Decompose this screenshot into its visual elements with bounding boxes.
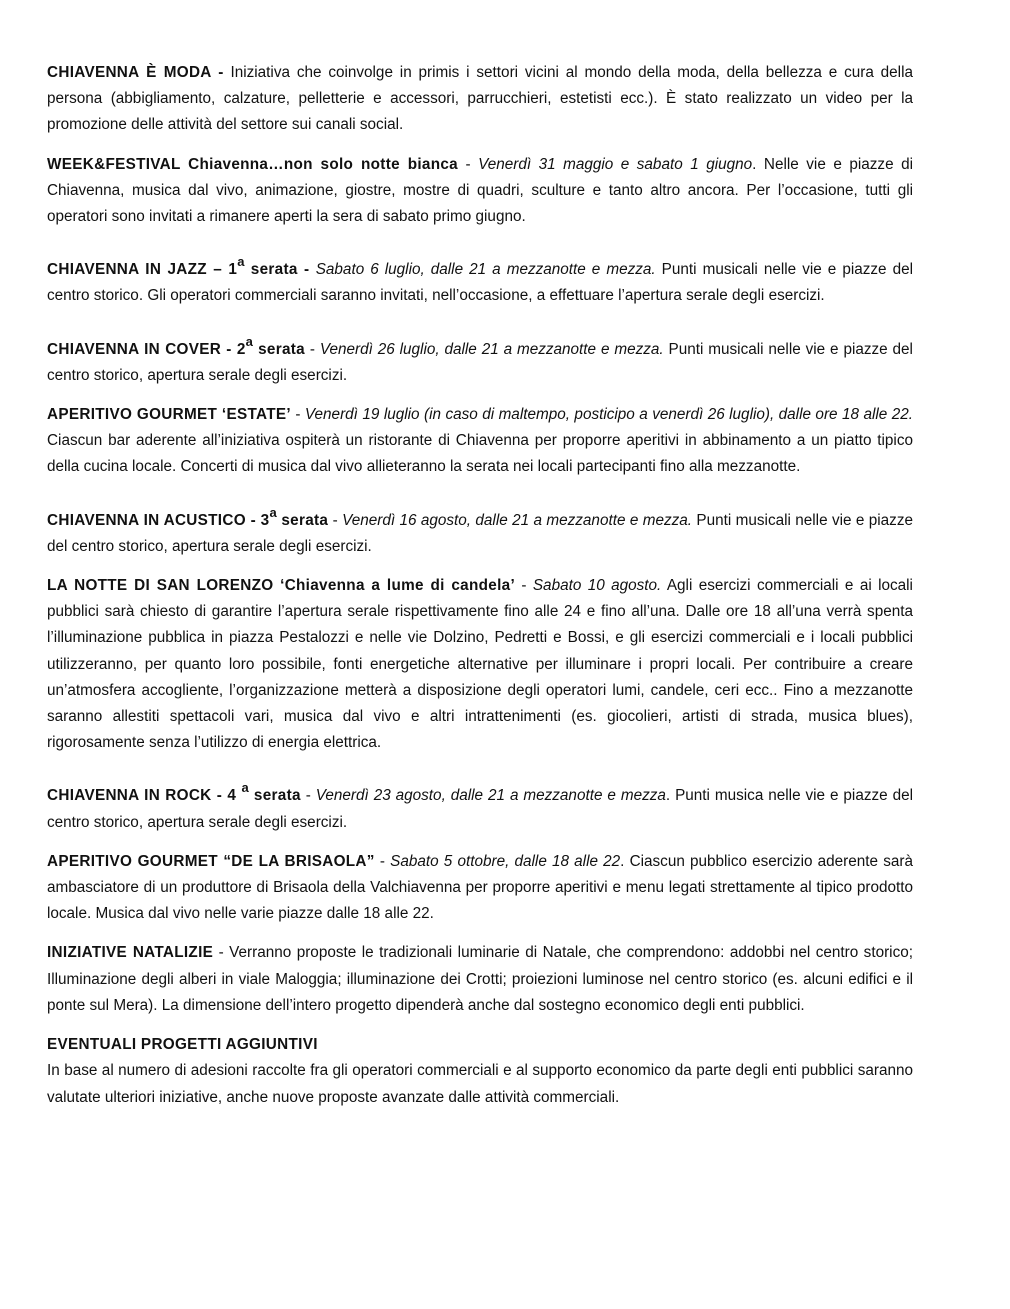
- entry-title: WEEK&FESTIVAL Chiavenna…non solo notte bianca: [47, 155, 458, 173]
- entry-separator: -: [290, 406, 305, 424]
- entry-superscript: a: [237, 254, 245, 270]
- entry-body: Punti musicali nelle vie e piazze del centro storico. Gli operatori commerciali saranno invitati, nell’occasione, a effettuare l’apertura serale degli esercizi.: [47, 261, 913, 305]
- entry-date: Sabato 10 agosto.: [532, 577, 662, 595]
- entry-date: Venerdì 23 agosto, dalle 21 a mezzanotte e mezza: [315, 787, 666, 805]
- entry-separator: -: [457, 155, 479, 173]
- entry-date: Sabato 5 ottobre, dalle 18 alle 22: [390, 852, 621, 870]
- entry-body: Iniziativa che coinvolge in primis i settori vicini al mondo della moda, della bellezza e cura della persona (abbigliamento, calzature, pelletterie e accessori, parrucchieri, estetisti ecc.). È stato realizzato un video per la promozione delle attività del settore sui canali social.: [47, 64, 913, 134]
- entry-chiavenna-in-jazz: [47, 254, 913, 309]
- entry-date: Venerdì 31 maggio e sabato 1 giugno: [478, 155, 753, 173]
- entry-title: CHIAVENNA IN COVER - 2: [47, 340, 246, 358]
- entry-progetti-aggiuntivi: [47, 1032, 913, 1111]
- entry-title-suffix: serata: [276, 511, 329, 529]
- entry-body: Punti musicali nelle vie e piazze del centro storico, apertura serale degli esercizi.: [47, 340, 913, 384]
- entry-body: Punti musicali nelle vie e piazze del centro storico, apertura serale degli esercizi.: [47, 511, 913, 555]
- entry-week-festival: [47, 152, 913, 231]
- entry-body: Agli esercizi commerciali e ai locali pubblici sarà chiesto di garantire l’apertura serale rispettivamente fino alle 24 e fino all’una. Dalle ore 18 all’una verrà spenta l’illuminazione pubblica in piazza Pestalozzi e nelle vie Dolzino, Pedretti e Bossi, e gli esercizi commerciali e i locali pubblici utilizzeranno, per quanto loro possibile, fonti energetiche alternative per illuminare i propri locali. Per contribuire a creare un’atmosfera accogliente, l’organizzazione metterà a disposizione degli operatori lumi, candele, ceri ecc.. Fino a mezzanotte saranno allestiti spettacoli vari, musica dal vivo e altri intrattenimenti (es. giocolieri, artisti di strada, musica blues), rigorosamente senza l’utilizzo di energia elettrica.: [47, 577, 913, 752]
- entry-title-suffix: serata -: [244, 261, 316, 279]
- entry-title: CHIAVENNA IN JAZZ – 1: [47, 261, 238, 279]
- entry-notte-di-san-lorenzo: [47, 573, 913, 756]
- entry-title: CHIAVENNA IN ACUSTICO - 3: [47, 511, 270, 529]
- entry-date: Sabato 6 luglio, dalle 21 a mezzanotte e mezza.: [315, 261, 656, 279]
- entry-chiavenna-in-cover: [47, 333, 913, 389]
- entry-separator: -: [515, 577, 533, 595]
- entry-separator: -: [304, 340, 320, 358]
- entry-title: INIZIATIVE NATALIZIE: [47, 944, 214, 962]
- entry-title: APERITIVO GOURMET “DE LA BRISAOLA”: [47, 852, 375, 870]
- entry-chiavenna-in-acustico: [47, 504, 913, 560]
- entry-chiavenna-e-moda: [47, 60, 913, 139]
- entry-date: Venerdì 19 luglio (in caso di maltempo, posticipo a venerdì 26 luglio), dalle ore 18 alle 22.: [304, 406, 913, 424]
- entry-separator: -: [300, 787, 316, 805]
- entry-title: CHIAVENNA IN ROCK - 4: [47, 787, 242, 805]
- entry-body: . Ciascun pubblico esercizio aderente sarà ambasciatore di un produttore di Brisaola della Valchiavenna per proporre aperitivi e menu legati strettamente al tipico prodotto locale. Musica dal vivo nelle varie piazze dalle 18 alle 22.: [47, 852, 913, 923]
- entry-separator: -: [374, 852, 391, 870]
- entry-separator: -: [328, 511, 343, 529]
- entry-separator: -: [213, 944, 230, 962]
- entry-body: In base al numero di adesioni raccolte fra gli operatori commerciali e al supporto economico da parte degli enti pubblici saranno valutate ulteriori iniziative, anche nuove proposte avanzate dalle attività commerciali.: [47, 1062, 913, 1106]
- entry-superscript: a: [269, 504, 277, 520]
- entry-title: APERITIVO GOURMET ‘ESTATE’: [47, 406, 291, 424]
- entry-date: Venerdì 16 agosto, dalle 21 a mezzanotte e mezza.: [342, 511, 693, 529]
- entry-iniziative-natalizie: [47, 940, 913, 1019]
- entry-aperitivo-gourmet-estate: [47, 402, 913, 481]
- entry-superscript: a: [245, 333, 253, 349]
- entry-title: CHIAVENNA È MODA -: [47, 64, 224, 81]
- entry-chiavenna-in-rock: [47, 780, 913, 835]
- entry-body: Verranno proposte le tradizionali luminarie di Natale, che comprendono: addobbi nel centro storico; Illuminazione degli alberi in viale Maloggia; illuminazione dei Crotti; proiezioni luminose nel centro storico (es. alcuni edifici e il ponte sul Mera). La dimensione dell’intero progetto dipenderà anche dal sostegno economico degli enti pubblici.: [47, 944, 913, 1014]
- entry-title-suffix: serata: [248, 787, 301, 805]
- entry-aperitivo-gourmet-brisaola: [47, 849, 913, 928]
- entry-body: . Nelle vie e piazze di Chiavenna, musica dal vivo, animazione, giostre, mostre di quadri, sculture e tanto altro ancora. Per l’occasione, tutti gli operatori sono invitati a rimanere aperti la sera di sabato primo giugno.: [47, 155, 913, 226]
- entry-title: EVENTUALI PROGETTI AGGIUNTIVI: [47, 1036, 318, 1054]
- entry-title-suffix: serata: [252, 340, 305, 358]
- entry-body: . Punti musica nelle vie e piazze del centro storico, apertura serale degli esercizi.: [47, 787, 913, 831]
- entry-superscript: a: [241, 780, 249, 796]
- entry-title: LA NOTTE DI SAN LORENZO ‘Chiavenna a lume di candela’: [47, 577, 515, 595]
- entry-date: Venerdì 26 luglio, dalle 21 a mezzanotte e mezza.: [319, 340, 664, 358]
- entry-body: Ciascun bar aderente all’iniziativa ospiterà un ristorante di Chiavenna per proporre aperitivi in abbinamento a un piatto tipico della cucina locale. Concerti di musica dal vivo allieteranno la serata nei locali partecipanti fino alla mezzanotte.: [47, 432, 913, 476]
- document-page: [47, 60, 913, 1111]
